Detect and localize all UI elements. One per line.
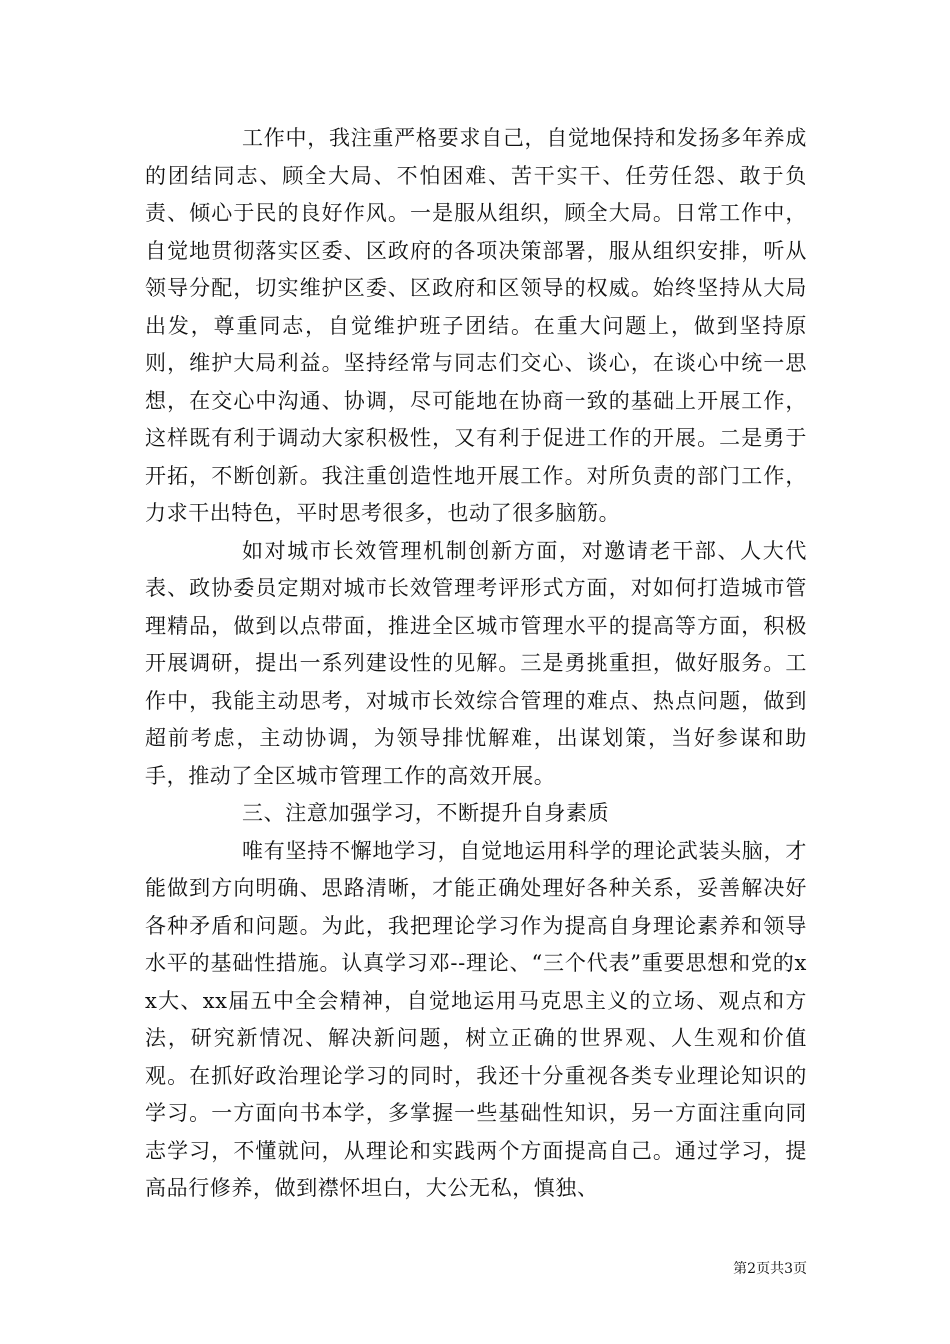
document-body <box>145 120 807 1208</box>
paragraph-city-management: 如对城市长效管理机制创新方面，对邀请老干部、人大代表、政协委员定期对城市长效管理考评形式方面，对如何打造城市管理精品，做到以点带面，推进全区城市管理水平的提高等方面，积极开展调研，提出一系列建设性的见解。三是勇挑重担，做好服务。工作中，我能主动思考，对城市长效综合管理的难点、热点问题，做到超前考虑，主动协调，为领导排忧解难，出谋划策，当好参谋和助手，推动了全区城市管理工作的高效开展。 <box>145 538 807 788</box>
section-heading-study: 三、注意加强学习，不断提升自身素质 <box>242 801 610 825</box>
paragraph-work-style: 工作中，我注重严格要求自己，自觉地保持和发扬多年养成的团结同志、顾全大局、不怕困难、苦干实干、任劳任怨、敢于负责、倾心于民的良好作风。一是服从组织，顾全大局。日常工作中，自觉地贯彻落实区委、区政府的各项决策部署，服从组织安排，听从领导分配，切实维护区委、区政府和区领导的权威。始终坚持从大局出发，尊重同志，自觉维护班子团结。在重大问题上，做到坚持原则，维护大局利益。坚持经常与同志们交心、谈心，在谈心中统一思想，在交心中沟通、协调，尽可能地在协商一致的基础上开展工作，这样既有利于调动大家积极性，又有利于促进工作的开展。二是勇于开拓，不断创新。我注重创造性地开展工作。对所负责的部门工作，力求干出特色，平时思考很多，也动了很多脑筋。 <box>145 126 807 525</box>
page-number-footer: 第2页共3页 <box>733 1261 807 1277</box>
paragraph-study: 唯有坚持不懈地学习，自觉地运用科学的理论武装头脑，才能做到方向明确、思路清晰，才能正确处理好各种关系，妥善解决好各种矛盾和问题。为此，我把理论学习作为提高自身理论素养和领导水平的基础性措施。认真学习邓--理论、“三个代表”重要思想和党的xx大、xx届五中全会精神，自觉地运用马克思主义的立场、观点和方法，研究新情况、解决新问题，树立正确的世界观、人生观和价值观。在抓好政治理论学习的同时，我还十分重视各类专业理论知识的学习。一方面向书本学，多掌握一些基础性知识，另一方面注重向同志学习，不懂就问，从理论和实践两个方面提高自己。通过学习，提高品行修养，做到襟怀坦白，大公无私，慎独、 <box>145 838 807 1200</box>
